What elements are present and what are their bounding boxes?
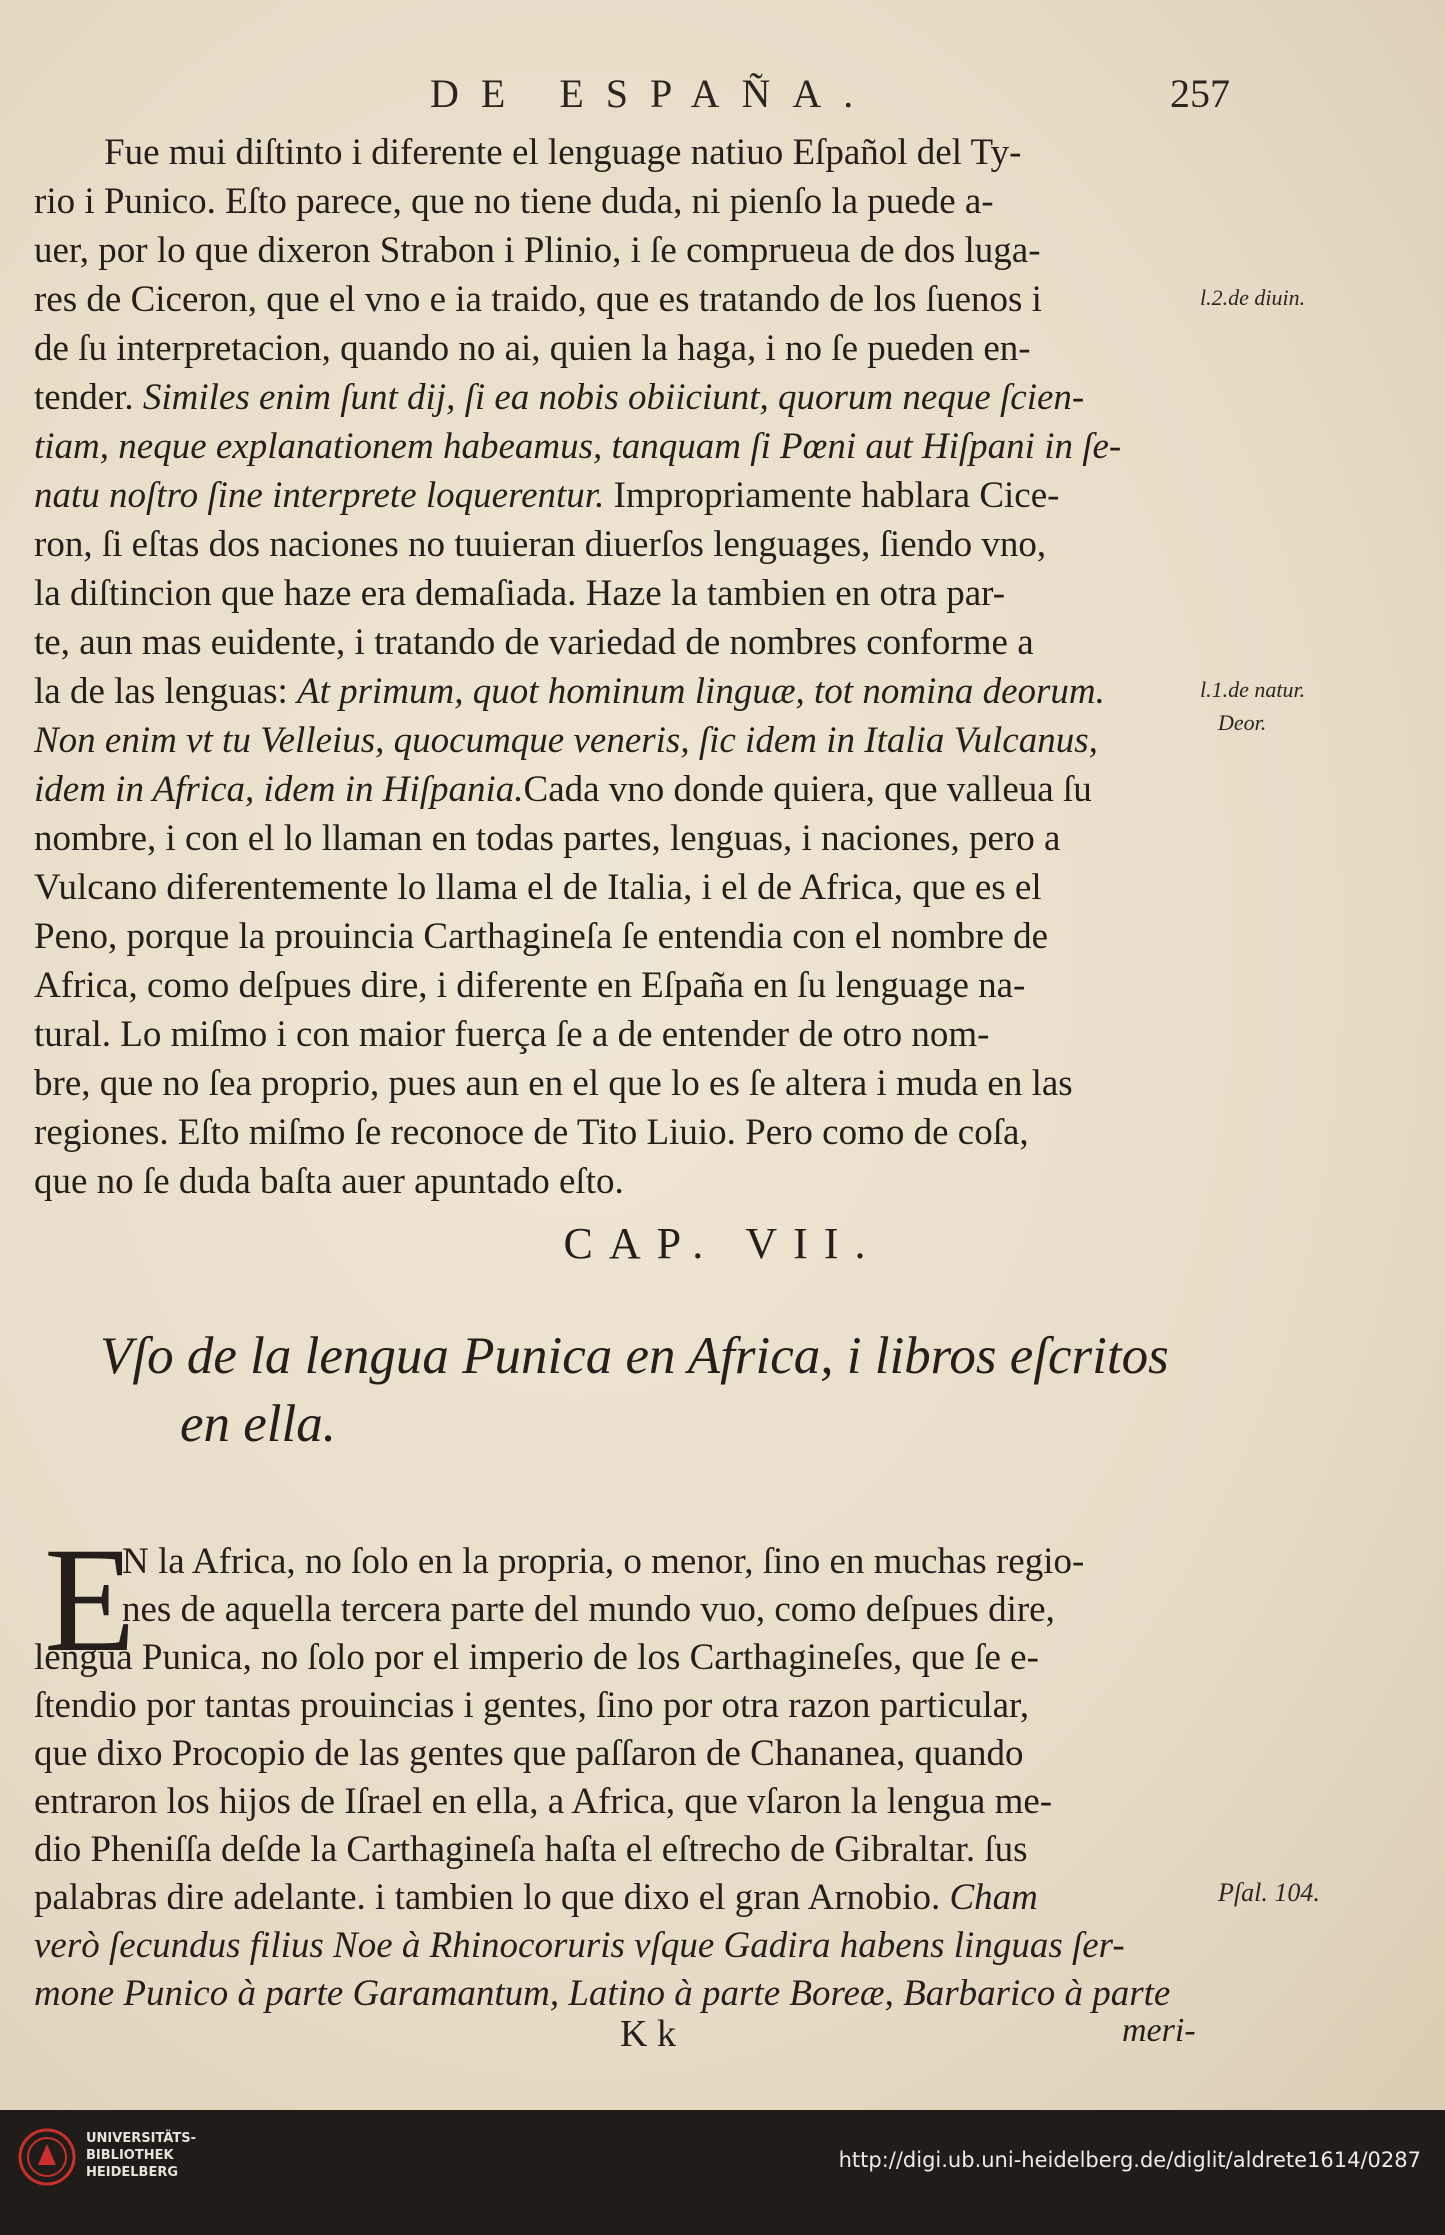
text-span: la de las lenguas: <box>34 671 288 712</box>
text-line: Africa, como deſpues dire, i diferente en Eſpaña en ſu lenguage na- <box>34 965 1026 1006</box>
margin-note: l.1.de natur. <box>1200 677 1306 702</box>
text-line: rio i Punico. Eſto parece, que no tiene duda, ni pienſo la puede a- <box>34 181 994 222</box>
text-line: lengua Punica, no ſolo por el imperio de los Carthagineſes, que ſe e- <box>34 1637 1039 1678</box>
text-line: entraron los hijos de Iſrael en ella, a Africa, que vſaron la lengua me- <box>34 1781 1053 1822</box>
library-name-line: HEIDELBERG <box>86 2165 179 2180</box>
text-line: tural. Lo miſmo i con maior fuerça ſe a de entender de otro nom- <box>34 1014 990 1055</box>
text-line: regiones. Eſto miſmo ſe reconoce de Tito Liuio. Pero como de coſa, <box>34 1112 1029 1153</box>
text-span: Cada vno donde quiera, que valleua ſu <box>523 769 1092 810</box>
text-line: Fue mui diſtinto i diferente el lenguage natiuo Eſpañol del Ty- <box>104 132 1022 173</box>
text-line: Peno, porque la prouincia Carthagineſa ſe entendia con el nombre de <box>34 916 1049 957</box>
chapter-text-block <box>34 1538 1184 2018</box>
footer-bar <box>0 2110 1445 2235</box>
text-line <box>34 1970 1184 2018</box>
text-span: palabras dire adelante. i tambien lo que dixo el gran Arnobio. <box>34 1877 941 1918</box>
text-span: tender. <box>34 377 134 418</box>
latin-quote: Similes enim ſunt dij, ſi ea nobis obiiciunt, quorum neque ſcien- <box>142 377 1085 418</box>
text-line: Vulcano diferentemente lo llama el de Italia, i el de Africa, que es el <box>34 867 1042 908</box>
margin-note: Pſal. 104. <box>1218 1878 1320 1907</box>
text-line: res de Ciceron, que el vno e ia traido, que es tratando de los ſuenos i <box>34 279 1042 320</box>
text-line: bre, que no ſea proprio, pues aun en el que lo es ſe altera i muda en las <box>34 1063 1073 1104</box>
text-line <box>34 422 1184 471</box>
text-line: uer, por lo que dixeron Strabon i Plinio, i ſe comprueua de dos luga- <box>34 230 1041 271</box>
text-line: N la Africa, no ſolo en la propria, o menor, ſino en muchas regio- <box>122 1541 1085 1582</box>
text-line <box>34 1874 1184 1922</box>
latin-quote: idem in Africa, idem in Hiſpania. <box>34 769 524 810</box>
text-line: la diſtincion que haze era demaſiada. Haze la tambien en otra par- <box>34 573 1006 614</box>
text-line: ron, ſi eſtas dos naciones no tuuieran diuerſos lenguages, ſiendo vno, <box>34 524 1047 565</box>
text-line <box>34 471 1184 520</box>
main-text-block <box>34 128 1184 1206</box>
signature-mark: K k <box>620 2013 676 2055</box>
library-name-line: UNIVERSITÄTS- <box>86 2131 196 2146</box>
margin-note: Deor. <box>1218 710 1267 735</box>
text-line: ſtendio por tantas prouincias i gentes, ſino por otra razon particular, <box>34 1685 1030 1726</box>
university-seal-icon <box>18 2128 76 2186</box>
text-line: que dixo Procopio de las gentes que paſſaron de Chananea, quando <box>34 1733 1024 1774</box>
chapter-title-line: en ella. <box>180 1395 336 1453</box>
margin-note: l.2.de diuin. <box>1200 285 1306 310</box>
chapter-title <box>100 1322 1220 1458</box>
text-line <box>34 1922 1184 1970</box>
text-line <box>34 765 1184 814</box>
page-header <box>0 70 1445 120</box>
latin-quote: verò ſecundus filius Noe à Rhinocoruris vſque Gadira habens linguas ſer- <box>34 1925 1125 1966</box>
latin-quote: tiam, neque explanationem habeamus, tanquam ſi Pœni aut Hiſpani in ſe- <box>34 426 1122 467</box>
library-name-line: BIBLIOTHEK <box>86 2148 174 2163</box>
text-line <box>34 373 1184 422</box>
text-line: que no ſe duda baſta auer apuntado eſto. <box>34 1161 624 1202</box>
catchword: meri- <box>1122 2012 1196 2049</box>
chapter-title-line: Vſo de la lengua Punica en Africa, i libros eſcritos <box>100 1327 1169 1385</box>
library-name <box>86 2130 196 2181</box>
latin-quote: natu noſtro ſine interprete loquerentur. <box>34 475 605 516</box>
text-line: te, aun mas euidente, i tratando de variedad de nombres conforme a <box>34 622 1034 663</box>
source-url[interactable]: http://digi.ub.uni-heidelberg.de/diglit/aldrete1614/0287 <box>838 2148 1421 2172</box>
drop-cap: E <box>44 1517 136 1683</box>
text-line <box>34 716 1184 765</box>
latin-quote: At primum, quot hominum linguæ, tot nomina deorum. <box>297 671 1105 712</box>
text-line: nes de aquella tercera parte del mundo vuo, como deſpues dire, <box>122 1589 1055 1630</box>
latin-quote: Non enim vt tu Velleius, quocumque veneris, ſic idem in Italia Vulcanus, <box>34 720 1098 761</box>
text-line: dio Pheniſſa deſde la Carthagineſa haſta el eſtrecho de Gibraltar. ſus <box>34 1829 1028 1870</box>
chapter-heading: CAP. VII. <box>563 1219 882 1268</box>
running-title: DE ESPAÑA. <box>430 71 876 116</box>
latin-quote: Cham <box>949 1877 1038 1918</box>
text-line: de ſu interpretacion, quando no ai, quien la haga, i no ſe pueden en- <box>34 328 1031 369</box>
text-line <box>34 667 1184 716</box>
text-line: nombre, i con el lo llaman en todas partes, lenguas, i naciones, pero a <box>34 818 1061 859</box>
latin-quote: mone Punico à parte Garamantum, Latino à parte Boreæ, Barbarico à parte <box>34 1973 1171 2014</box>
text-span: Impropriamente hablara Cice- <box>613 475 1060 516</box>
page-number: 257 <box>1170 71 1230 116</box>
